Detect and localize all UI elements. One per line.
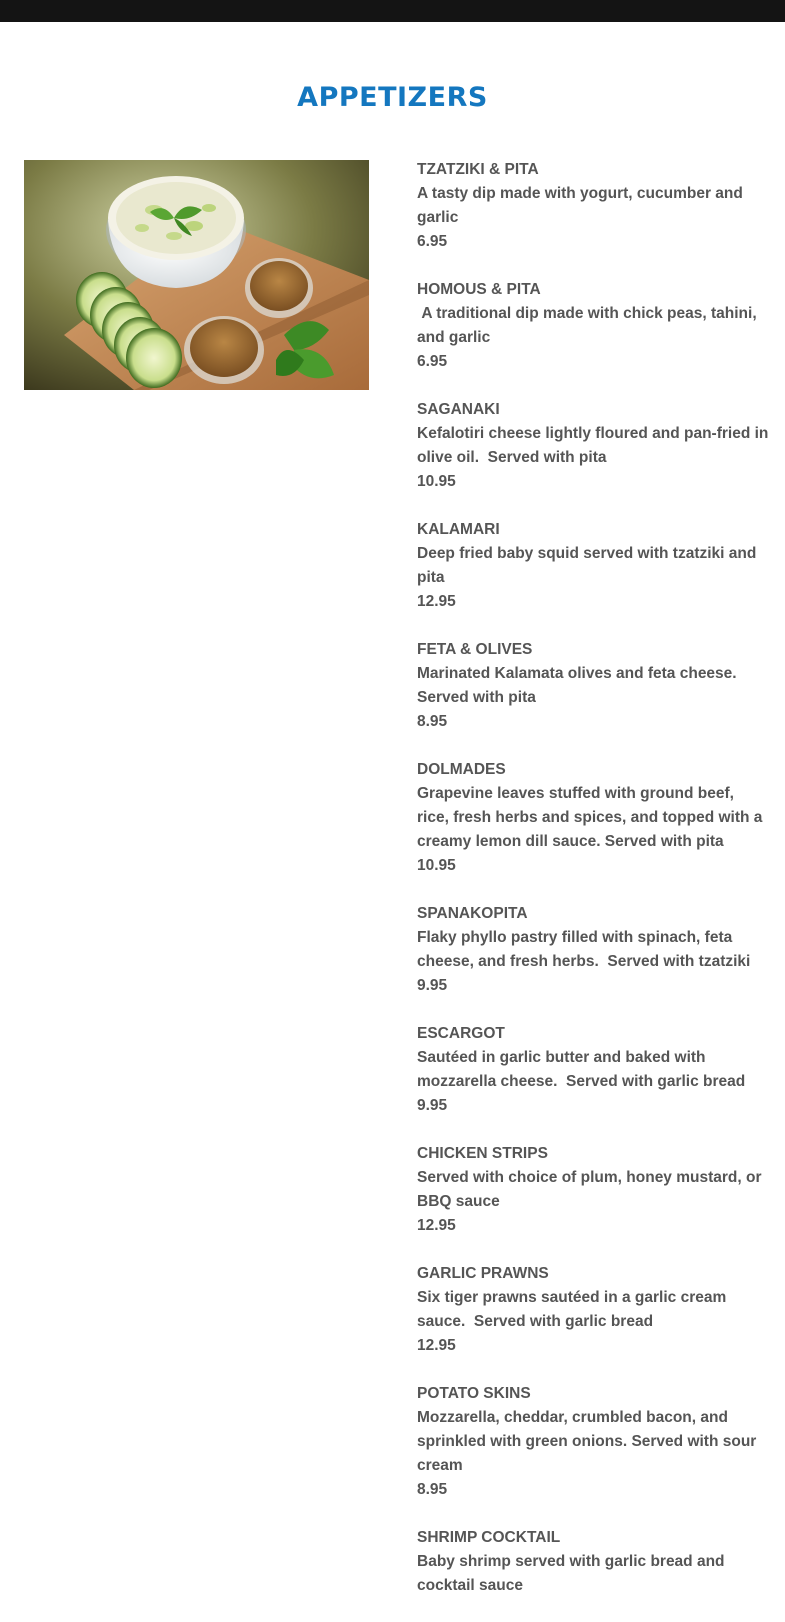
- item-name: SPANAKOPITA: [417, 905, 528, 922]
- menu-item-saganaki: [417, 398, 773, 494]
- item-price: 12.95: [417, 593, 456, 610]
- item-price: 12.95: [417, 1337, 456, 1354]
- item-name: DOLMADES: [417, 761, 506, 778]
- item-price: 8.95: [417, 1481, 448, 1498]
- item-description: Marinated Kalamata olives and feta cheese. Served with pita: [417, 665, 746, 706]
- item-name: CHICKEN STRIPS: [417, 1145, 548, 1162]
- item-description: A tasty dip made with yogurt, cucumber and garlic: [417, 185, 748, 226]
- item-price: 10.95: [417, 473, 456, 490]
- menu-item-garlic-prawns: [417, 1262, 769, 1358]
- item-price: 10.95: [417, 857, 456, 874]
- item-name: HOMOUS & PITA: [417, 281, 541, 298]
- item-description: Grapevine leaves stuffed with ground beef, rice, fresh herbs and spices, and topped with a creamy lemon dill sauce. Served with pita: [417, 785, 767, 850]
- item-description: Sautéed in garlic butter and baked with mozzarella cheese. Served with garlic bread: [417, 1049, 746, 1090]
- item-description: Six tiger prawns sautéed in a garlic cream sauce. Served with garlic bread: [417, 1289, 731, 1330]
- menu-item-potato-skins: [417, 1382, 769, 1502]
- menu-item-dolmades: [417, 758, 769, 878]
- item-description: A traditional dip made with chick peas, tahini, and garlic: [417, 305, 761, 346]
- item-description: Kefalotiri cheese lightly floured and pan-fried in olive oil. Served with pita: [417, 425, 773, 466]
- item-price: 9.95: [417, 977, 448, 994]
- menu-item-spanakopita: [417, 902, 769, 998]
- item-name: POTATO SKINS: [417, 1385, 531, 1402]
- item-price: 8.95: [417, 713, 448, 730]
- item-price: 9.95: [417, 1097, 448, 1114]
- item-description: Baby shrimp served with garlic bread and cocktail sauce: [417, 1553, 729, 1594]
- tzatziki-bowl-photo: [24, 160, 369, 390]
- item-name: FETA & OLIVES: [417, 641, 533, 658]
- item-description: Served with choice of plum, honey mustard, or BBQ sauce: [417, 1169, 766, 1210]
- item-name: GARLIC PRAWNS: [417, 1265, 549, 1282]
- item-name: KALAMARI: [417, 521, 500, 538]
- menu-list: [417, 158, 773, 1622]
- item-description: Flaky phyllo pastry filled with spinach, feta cheese, and fresh herbs. Served with tzatziki: [417, 929, 751, 970]
- top-bar: [0, 0, 785, 22]
- menu-item-shrimp-cocktail: [417, 1526, 769, 1598]
- item-name: SHRIMP COCKTAIL: [417, 1529, 561, 1546]
- menu-item-chicken-strips: [417, 1142, 769, 1238]
- menu-item-homous: [417, 278, 769, 374]
- item-description: Mozzarella, cheddar, crumbled bacon, and sprinkled with green onions. Served with sour cream: [417, 1409, 761, 1474]
- page-title: APPETIZERS: [297, 82, 488, 113]
- item-price: 6.95: [417, 353, 448, 370]
- menu-item-kalamari: [417, 518, 769, 614]
- menu-item-tzatziki: [417, 158, 769, 254]
- item-price: 12.95: [417, 1217, 456, 1234]
- item-name: TZATZIKI & PITA: [417, 161, 539, 178]
- item-price: 6.95: [417, 233, 448, 250]
- item-description: Deep fried baby squid served with tzatziki and pita: [417, 545, 761, 586]
- menu-item-escargot: [417, 1022, 769, 1118]
- menu-item-feta-olives: [417, 638, 769, 734]
- item-name: SAGANAKI: [417, 401, 500, 418]
- item-name: ESCARGOT: [417, 1025, 505, 1042]
